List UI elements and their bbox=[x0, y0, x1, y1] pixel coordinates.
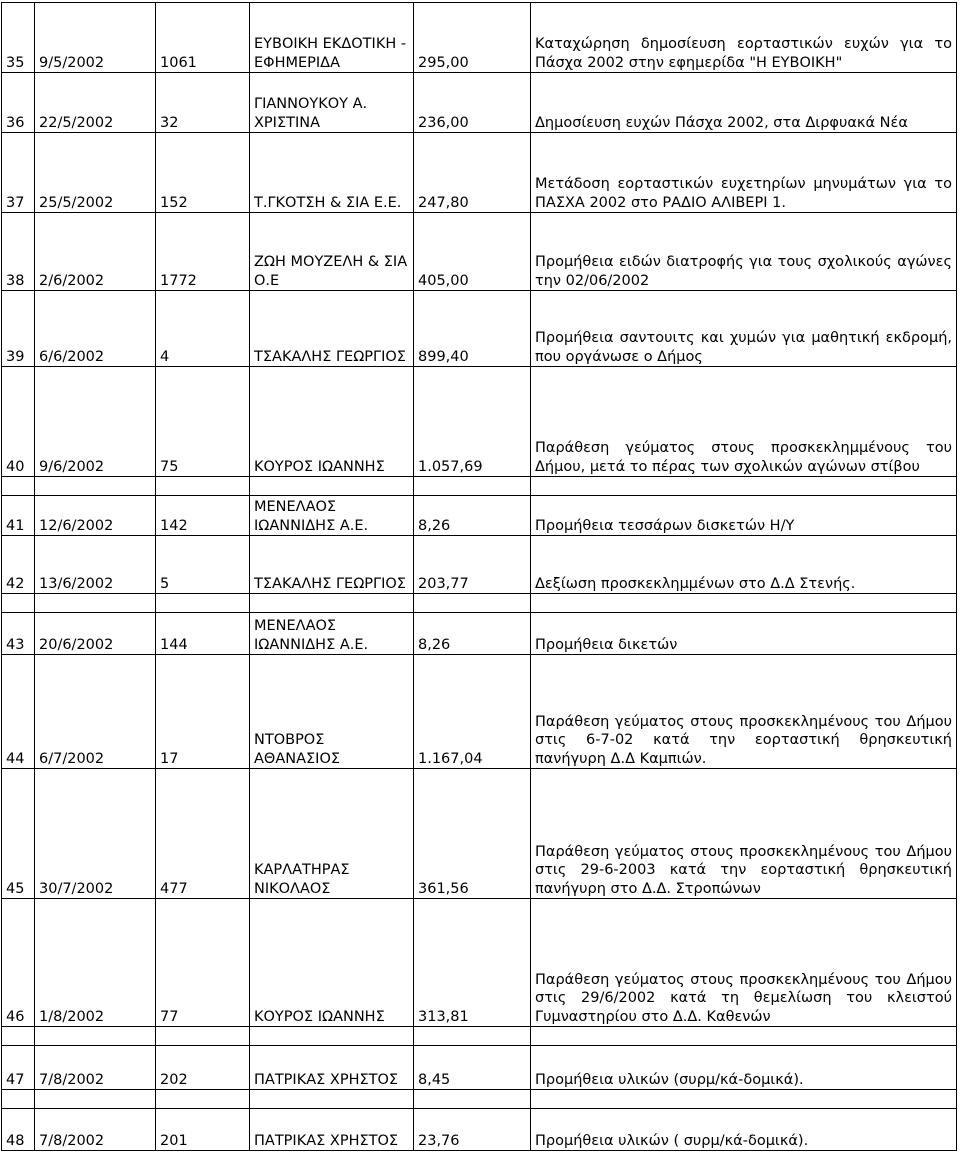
row-date: 9/6/2002 bbox=[35, 367, 156, 477]
row-number: 38 bbox=[2, 213, 35, 291]
table-row bbox=[2, 133, 957, 213]
row-payee: ΜΕΝΕΛΑΟΣ ΙΩΑΝΝΙΔΗΣ Α.Ε. bbox=[250, 613, 414, 655]
row-amount: 313,81 bbox=[414, 899, 531, 1027]
row-date: 6/7/2002 bbox=[35, 655, 156, 769]
row-number: 46 bbox=[2, 899, 35, 1027]
row-doc-number: 77 bbox=[156, 899, 250, 1027]
row-doc-number: 4 bbox=[156, 291, 250, 367]
row-payee: ΝΤΟΒΡΟΣ ΑΘΑΝΑΣΙΟΣ bbox=[250, 655, 414, 769]
row-description: Προμήθεια σαντουιτς και χυμών για μαθητική εκδρομή, που οργάνωσε ο Δήμος bbox=[531, 291, 957, 367]
row-description: Δεξίωση προσκεκλημμένων στο Δ.Δ Στενής. bbox=[531, 536, 957, 594]
row-payee: ΤΣΑΚΑΛΗΣ ΓΕΩΡΓΙΟΣ bbox=[250, 291, 414, 367]
row-amount: 405,00 bbox=[414, 213, 531, 291]
table-row bbox=[2, 655, 957, 769]
row-amount: 295,00 bbox=[414, 3, 531, 73]
row-description: Παράθεση γεύματος στους προσκεκλημένους του Δήμου στις 29/6/2002 κατά τη θεμελίωση του κλειστού Γυμναστηρίου στο Δ.Δ. Καθενών bbox=[531, 899, 957, 1027]
row-amount: 247,80 bbox=[414, 133, 531, 213]
table-spacer-row bbox=[2, 1027, 957, 1046]
row-amount: 23,76 bbox=[414, 1109, 531, 1151]
table-row bbox=[2, 769, 957, 899]
row-date: 7/8/2002 bbox=[35, 1109, 156, 1151]
row-date: 13/6/2002 bbox=[35, 536, 156, 594]
table-row bbox=[2, 213, 957, 291]
row-date: 7/8/2002 bbox=[35, 1046, 156, 1090]
table-row bbox=[2, 73, 957, 133]
row-number: 42 bbox=[2, 536, 35, 594]
row-doc-number: 477 bbox=[156, 769, 250, 899]
row-number: 47 bbox=[2, 1046, 35, 1090]
table-row bbox=[2, 3, 957, 73]
row-amount: 361,56 bbox=[414, 769, 531, 899]
row-description: Προμήθεια υλικών (συρμ/κά-δομικά). bbox=[531, 1046, 957, 1090]
row-date: 2/6/2002 bbox=[35, 213, 156, 291]
row-date: 22/5/2002 bbox=[35, 73, 156, 133]
row-amount: 8,45 bbox=[414, 1046, 531, 1090]
table-row bbox=[2, 536, 957, 594]
row-payee: Τ.ΓΚΟΤΣΗ & ΣΙΑ Ε.Ε. bbox=[250, 133, 414, 213]
row-payee: ΚΑΡΛΑΤΗΡΑΣ ΝΙΚΟΛΑΟΣ bbox=[250, 769, 414, 899]
row-description: Προμήθεια δικετών bbox=[531, 613, 957, 655]
row-amount: 8,26 bbox=[414, 496, 531, 536]
row-description: Παράθεση γεύματος στους προσκεκλημένους του Δήμου στις 6-7-02 κατά την εορταστική θρησκευτική πανήγυρη Δ.Δ Καμπιών. bbox=[531, 655, 957, 769]
row-description: Προμήθεια ειδών διατροφής για τους σχολικούς αγώνες την 02/06/2002 bbox=[531, 213, 957, 291]
row-payee: ΠΑΤΡΙΚΑΣ ΧΡΗΣΤΟΣ bbox=[250, 1046, 414, 1090]
row-date: 9/5/2002 bbox=[35, 3, 156, 73]
row-doc-number: 1061 bbox=[156, 3, 250, 73]
row-date: 25/5/2002 bbox=[35, 133, 156, 213]
row-amount: 1.167,04 bbox=[414, 655, 531, 769]
row-payee: ΓΙΑΝΝΟΥΚΟΥ Α. ΧΡΙΣΤΙΝΑ bbox=[250, 73, 414, 133]
table-row bbox=[2, 1109, 957, 1151]
row-doc-number: 152 bbox=[156, 133, 250, 213]
table-spacer-row bbox=[2, 594, 957, 613]
row-number: 39 bbox=[2, 291, 35, 367]
row-number: 40 bbox=[2, 367, 35, 477]
table-spacer-row bbox=[2, 1090, 957, 1109]
row-description: Μετάδοση εορταστικών ευχετηρίων μηνυμάτων για το ΠΑΣΧΑ 2002 στο ΡΑΔΙΟ ΑΛΙΒΕΡΙ 1. bbox=[531, 133, 957, 213]
row-doc-number: 142 bbox=[156, 496, 250, 536]
row-number: 48 bbox=[2, 1109, 35, 1151]
row-date: 20/6/2002 bbox=[35, 613, 156, 655]
row-date: 1/8/2002 bbox=[35, 899, 156, 1027]
row-doc-number: 17 bbox=[156, 655, 250, 769]
row-description: Καταχώρηση δημοσίευση εορταστικών ευχών για το Πάσχα 2002 στην εφημερίδα "Η ΕΥΒΟΙΚΗ" bbox=[531, 3, 957, 73]
row-number: 37 bbox=[2, 133, 35, 213]
row-amount: 236,00 bbox=[414, 73, 531, 133]
row-number: 45 bbox=[2, 769, 35, 899]
row-payee: ΕΥΒΟΙΚΗ ΕΚΔΟΤΙΚΗ - ΕΦΗΜΕΡΙΔΑ bbox=[250, 3, 414, 73]
row-amount: 1.057,69 bbox=[414, 367, 531, 477]
row-description: Προμήθεια τεσσάρων δισκετών Η/Υ bbox=[531, 496, 957, 536]
row-doc-number: 144 bbox=[156, 613, 250, 655]
row-number: 36 bbox=[2, 73, 35, 133]
table-row bbox=[2, 613, 957, 655]
row-amount: 899,40 bbox=[414, 291, 531, 367]
row-amount: 8,26 bbox=[414, 613, 531, 655]
row-description: Παράθεση γεύματος στους προσκεκλημμένους του Δήμου, μετά το πέρας των σχολικών αγώνων στίβου bbox=[531, 367, 957, 477]
row-doc-number: 1772 bbox=[156, 213, 250, 291]
expense-ledger-table bbox=[1, 2, 957, 1151]
row-payee: ΚΟΥΡΟΣ ΙΩΑΝΝΗΣ bbox=[250, 367, 414, 477]
row-number: 43 bbox=[2, 613, 35, 655]
row-payee: ΠΑΤΡΙΚΑΣ ΧΡΗΣΤΟΣ bbox=[250, 1109, 414, 1151]
row-description: Παράθεση γεύματος στους προσκεκλημένους του Δήμου στις 29-6-2003 κατά την εορταστική θρησκευτική πανήγυρη στο Δ.Δ. Στροπώνων bbox=[531, 769, 957, 899]
row-doc-number: 5 bbox=[156, 536, 250, 594]
row-doc-number: 201 bbox=[156, 1109, 250, 1151]
table-row bbox=[2, 899, 957, 1027]
row-doc-number: 75 bbox=[156, 367, 250, 477]
table-row bbox=[2, 291, 957, 367]
row-number: 35 bbox=[2, 3, 35, 73]
table-spacer-row bbox=[2, 477, 957, 496]
row-payee: ΜΕΝΕΛΑΟΣ ΙΩΑΝΝΙΔΗΣ Α.Ε. bbox=[250, 496, 414, 536]
row-amount: 203,77 bbox=[414, 536, 531, 594]
row-payee: ΖΩΗ ΜΟΥΖΕΛΗ & ΣΙΑ Ο.Ε bbox=[250, 213, 414, 291]
row-description: Προμήθεια υλικών ( συρμ/κά-δομικά). bbox=[531, 1109, 957, 1151]
row-doc-number: 202 bbox=[156, 1046, 250, 1090]
table-row bbox=[2, 367, 957, 477]
row-date: 12/6/2002 bbox=[35, 496, 156, 536]
table-row bbox=[2, 496, 957, 536]
row-payee: ΤΣΑΚΑΛΗΣ ΓΕΩΡΓΙΟΣ bbox=[250, 536, 414, 594]
row-number: 44 bbox=[2, 655, 35, 769]
row-number: 41 bbox=[2, 496, 35, 536]
row-payee: ΚΟΥΡΟΣ ΙΩΑΝΝΗΣ bbox=[250, 899, 414, 1027]
row-doc-number: 32 bbox=[156, 73, 250, 133]
row-date: 30/7/2002 bbox=[35, 769, 156, 899]
row-date: 6/6/2002 bbox=[35, 291, 156, 367]
table-row bbox=[2, 1046, 957, 1090]
row-description: Δημοσίευση ευχών Πάσχα 2002, στα Διρφυακά Νέα bbox=[531, 73, 957, 133]
